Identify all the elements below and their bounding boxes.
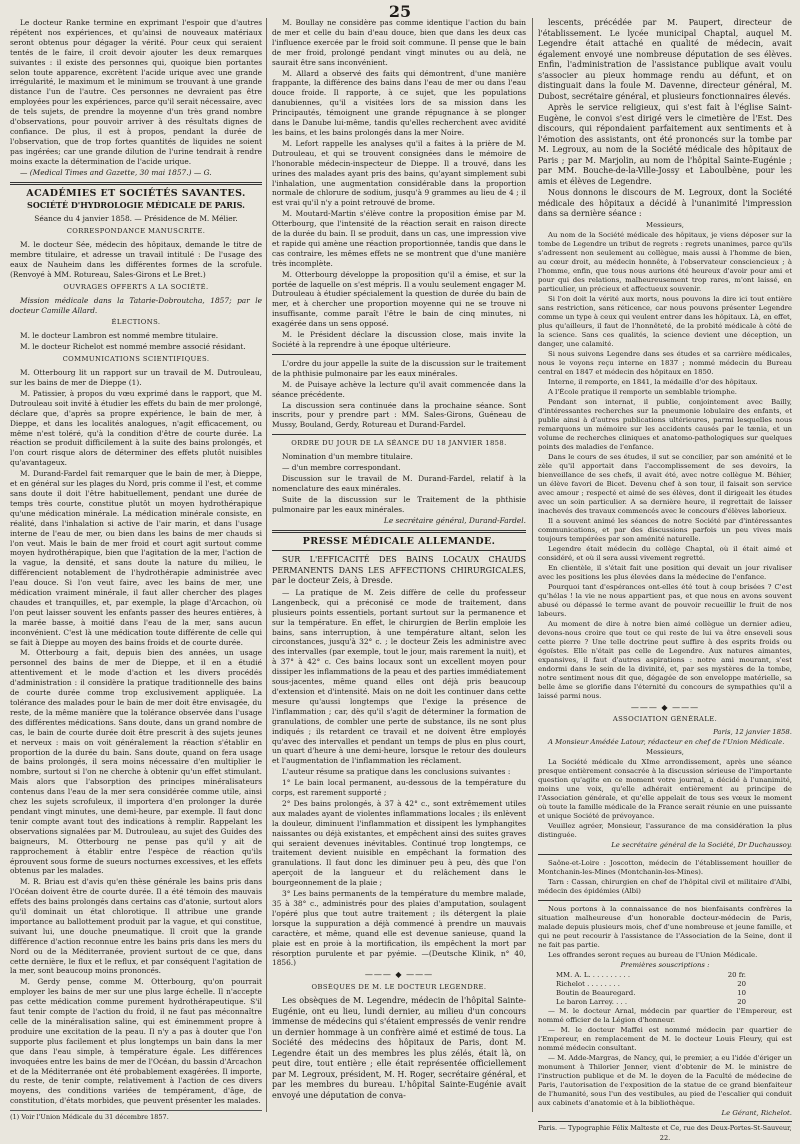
section-rule xyxy=(272,530,526,533)
subheading: ORDRE DU JOUR DE LA SÉANCE DU 18 JANVIER 1858. xyxy=(291,439,507,448)
column-divider xyxy=(532,18,533,1112)
article-paragraph: M. le Président déclare la discussion close, mais invite la Société à la reprendre à une époque ultérieure. xyxy=(272,330,526,349)
article-paragraph: lescents, précédée par M. Paupert, directeur de l'établissement. Le lycée municipal Chaptal, auquel M. Legendre était attaché en qualité de médecin, avait également envoyé une nombreuse députation de ses élèves. Enfin, l'administration de l'assistance publique avait voulu s'associer au pieux hommage rendu au défunt, et on distinguait dans la foule M. Davenne, directeur général, M. Dubost, secrétaire général, et plusieurs fonctionnaires élevés. xyxy=(538,18,792,101)
news-item: — M. le docteur Arnal, médecin par quartier de l'Empereur, est nommé officier de la Légion d'honneur. xyxy=(538,1007,792,1025)
article-paragraph: M. Patissier, à propos du vœu exprimé dans le rapport, que M. Dutrouleau soit invité à étudier les effets du bain de mer prolongé, déclare que, d'après sa propre expérience, le bain de mer, à Dieppe, et dans les localités analogues, n'agit efficacement, ou même n'est toléré, qu'à la condition d'être de courte durée. La réaction se produit difficilement à la suite des bains prolongés, et l'on court risque alors de déterminer des effets plutôt nuisibles qu'avantageux. xyxy=(10,388,262,468)
article-paragraph: Saône-et-Loire : Joscotton, médecin de l'établissement houiller de Montchanin-les-Mines (Montchanin-les-Mines). xyxy=(538,859,792,877)
divider xyxy=(538,854,792,855)
article-paragraph: Les obsèques de M. Legendre, médecin de l'hôpital Sainte-Eugénie, ont eu lieu, lundi dernier, au milieu d'un concours immense de médecins qui s'étaient empressés de venir rendre un dernier hommage à un confrère aimé et estimé de tous. La Société des médecins des hôpitaux de Paris, dont M. Legendre était un des membres les plus zélés, était là, on peut dire, tout entière ; elle était représentée officiellement par M. Legroux, président, M. H. Roger, secrétaire général, et par les membres du bureau. L'hôpital Sainte-Eugénie avait envoyé une députation de conva- xyxy=(272,996,526,1100)
subheading: ASSOCIATION GÉNÉRALE. xyxy=(612,715,718,724)
ornament-divider: ——— ◆ ——— xyxy=(364,970,434,980)
subscription-row xyxy=(538,980,792,989)
column-3 xyxy=(538,18,792,1143)
article-paragraph: M. de Puisaye achève la lecture qu'il avait commencée dans la séance précédente. xyxy=(272,379,526,399)
subheading: ÉLECTIONS. xyxy=(111,318,161,327)
subscriptions-title: Premières souscriptions : xyxy=(620,961,710,970)
subscription-amount: 20 xyxy=(737,980,746,989)
speech-paragraph: Il a souvent animé les séances de notre Société par d'intéressantes communications, et par des discussions parfois un peu vives mais toujours tempérées par son aménité naturelle. xyxy=(538,516,792,543)
article-paragraph: M. Allard a observé des faits qui démontrent, d'une manière frappante, la différence des bains dans l'eau de mer ou dans l'eau douce froide. Il rapporte, à ce sujet, que les populations danubiennes, qu'il a visitées lors de sa mission dans les Principautés, témoignent une grande répugnance à se plonger dans le Danube lui-même, tandis qu'elles recherchent avec avidité les bains, et les bains prolongés dans la mer Noire. xyxy=(272,68,526,137)
article-paragraph: Les offrandes seront reçues au bureau de l'Union Médicale. xyxy=(548,951,758,960)
signature: Le secrétaire général de la Société, Dr Duchaussoy. xyxy=(611,841,792,850)
subscriber-name: Le baron Larrey. . . . xyxy=(556,998,628,1007)
signature: Le secrétaire général, Durand-Fardel. xyxy=(383,515,526,525)
subheading: CORRESPONDANCE MANUSCRITE. xyxy=(66,227,206,236)
article-paragraph: M. le docteur Richelot est nommé membre associé résidant. xyxy=(20,342,246,352)
agenda-item: Suite de la discussion sur le Traitement de la phthisie pulmonaire par les eaux minérales. xyxy=(272,494,526,514)
subscriber-name: Boutin de Beauregard. xyxy=(556,989,636,998)
article-paragraph: M. Otterbourg développe la proposition qu'il a émise, et sur la portée de laquelle on s'est mépris. Il a voulu seulement engager M. Dutrouleau à étudier spécialement la question de durée du bain de mer, et à chercher une proportion moyenne qui ne se trouve ni insuffisante, comme paraît l'être le bain de cinq minutes, ni exagérée dans un sens opposé. xyxy=(272,269,526,329)
article-paragraph: Mission médicale dans la Tatarie-Dobroutcha, 1857; par le docteur Camille Allard. xyxy=(10,295,262,315)
salutation: Messieurs, xyxy=(646,748,684,757)
article-paragraph: M. Boullay ne considère pas comme identique l'action du bain de mer et celle du bain d'eau douce, bien que dans les deux cas l'influence exercée par le froid soit commune. Il pense que le bain de mer froid, prolongé pendant vingt minutes ou au delà, ne saurait être sans inconvénient. xyxy=(272,18,526,67)
page-number: 25 xyxy=(388,2,412,21)
subscription-amount: 20 xyxy=(737,998,746,1007)
subscriptions-list xyxy=(538,971,792,1007)
section-rule xyxy=(10,182,262,185)
article-paragraph: M. Moutard-Martin s'élève contre la proposition émise par M. Otterbourg, que l'intensité de la réaction serait en raison directe de la durée du bain. Il se produit, dans un cas, une impression vive et rapide qui amène une réaction proportionnée, tandis que dans le cas contraire, les mêmes effets ne se montrent que d'une manière très incomplète. xyxy=(272,209,526,268)
article-paragraph: La discussion sera continuée dans la prochaine séance. Sont inscrits, pour y prendre part : MM. Sales-Girons, Guéneau de Mussy, Bouland, Gerdy, Rotureau et Durand-Fardel. xyxy=(272,400,526,430)
section-title: ACADÉMIES ET SOCIÉTÉS SAVANTES. xyxy=(26,187,246,199)
society-title: SOCIÉTÉ D'HYDROLOGIE MÉDICALE DE PARIS. xyxy=(27,200,245,211)
subheading: OBSÈQUES DE M. LE DOCTEUR LEGENDRE. xyxy=(311,983,487,992)
article-source: — (Medical Times and Gazette, 30 mai 1857.) — G. xyxy=(20,167,212,177)
article-paragraph: Après le service religieux, qui s'est fait à l'église Saint-Eugène, le convoi s'est dirigé vers le cimetière de l'Est. Des discours, qui répondaient parfaitement aux sentiments et à l'émotion des assistants, ont été prononcés sur la tombe par M. Legroux, au nom de la Société médicale des hôpitaux de Paris ; par M. Marjolin, au nom de l'hôpital Sainte-Eugénie ; par MM. Bouche-de-la-Ville-Jossy et Laboulbène, pour les amis et élèves de Legendre. xyxy=(538,103,792,186)
subscription-row xyxy=(538,989,792,998)
speech-paragraph: Si nous suivons Legendre dans ses études et sa carrière médicales, nous le voyons reçu interne en 1837 ; nommé médecin du Bureau central en 1847 et médecin des hôpitaux en 1850. xyxy=(538,349,792,376)
speech-paragraph: Dans le cours de ses études, il sut se concilier, par son aménité et le zèle qu'il apportait dans l'accomplissement de ses devoirs, la bienveillance de ses chefs, il avait été, avec notre collègue M. Béhier, un élève favori de Bicet. Devenu chef à son tour, il faisait son service avec amour ; respecté et aimé de ses élèves, dont il dirigeait les études avec un soin particulier. A sa dernière heure, il regrettait de laisser inachevés des travaux commencés avec le concours d'élèves laborieux. xyxy=(538,452,792,515)
news-item: — M. Adde-Margras, de Nancy, qui, le premier, a eu l'idée d'ériger un monument à Thilorier Jenner, vient d'obtenir de M. le ministre de l'instruction publique et de M. le doyen de la Faculté de médecine de Paris, l'autorisation de l'exposition de la statue de ce grand bienfaiteur de l'humanité, sous l'un des vestibules, au pied de l'escalier qui conduit aux cabinets d'anatomie et à la bibliothèque. xyxy=(538,1054,792,1108)
article-paragraph: M. Gerdy pense, comme M. Otterbourg, qu'on pourrait employer les bains de mer sur une plus large échelle. Il n'accepte pas cette médication comme purement hydrothérapeutique. S'il faut tenir compte de l'action du froid, il ne faut pas méconnaître celle de la minéralisation saline, qui est éminemment propre à produire une excitation de la peau. Il n'y a pas à douter que l'on supporte plus facilement et plus longtemps un bain dans la mer que dans l'eau simple, à température égale. Les différences invoquées entre les bains de mer de l'Océan, du bassin d'Arcachon et de la Méditerranée ont été probablement exagérées. Il importe, du reste, de tenir compte, relativement à l'action de ces divers moyens, des conditions variées de tempérament, d'âge, de constitution, d'états morbides, que peuvent présenter les malades. xyxy=(10,977,262,1106)
article-paragraph: Nous donnons le discours de M. Legroux, dont la Société médicale des hôpitaux a décidé à l'unanimité l'impression dans sa dernière séance : xyxy=(538,188,792,218)
subscription-amount: 10 xyxy=(737,989,746,998)
letter-date: Paris, 12 janvier 1858. xyxy=(713,728,792,737)
article-paragraph: M. R. Briau est d'avis qu'en thèse générale les bains pris dans l'Océan doivent être de courte durée. Il a été témoin des mauvais effets des bains prolongés dans certains cas d'atonie, surtout alors qu'il dominait un état chlorotique. Il attribue une grande importance au ballottement produit par la vague, et qui constitue, suivant lui, une douche pneumatique. Il croit que la grande différence d'action reconnue entre les bains pris dans les mers du Nord ou de la Méditerranée, provient surtout de ce que, dans cette dernière, le flux et le reflux, et par conséquent l'agitation de la mer, sont beaucoup moins prononcés. xyxy=(10,877,262,976)
letter-paragraph: La Société médicale du XIme arrondissement, après une séance presque entièrement consacrée à la discussion sérieuse de l'importante question qu'agite en ce moment votre journal, a décidé à l'unanimité, moins une voix, qu'elle adhérait entièrement au principe de l'Association générale, et qu'elle appelait de tous ses vœux le moment où toute la famille médicale de la France serait réunie en une puissante et unique Société de prévoyance. xyxy=(538,758,792,821)
article-paragraph: M. Otterbourg lit un rapport sur un travail de M. Dutrouleau, sur les bains de mer de Dieppe (1). xyxy=(10,368,262,387)
speech-paragraph: A l'École pratique il remporte un semblable triomphe. xyxy=(548,387,737,396)
letter-paragraph: Veuillez agréer, Monsieur, l'assurance de ma considération la plus distinguée. xyxy=(538,822,792,840)
column-1 xyxy=(10,18,262,1122)
speech-paragraph: Si l'on doit la vérité aux morts, nous pouvons la dire ici tout entière sans restriction, sans réticence, car nous pouvons présenter Legendre comme un type à ceux qui veulent entrer dans les hôpitaux. Là, en effet, plus qu'ailleurs, il faut de l'honnêteté, de la probité médicale à côté de la science. Sans ces qualités, la science devient une déception, un danger, une calamité. xyxy=(538,294,792,348)
speech-paragraph: Legendre était médecin du collège Chaptal, où il était aimé et considéré, et où il sera aussi vivement regretté. xyxy=(538,544,792,562)
article-paragraph: Tarn : Cassan, chirurgien en chef de l'hôpital civil et militaire d'Albi, médecin des épidémies (Albi) xyxy=(538,878,792,896)
speech-paragraph: Pourquoi tant d'espérances ont-elles été tout à coup brisées ? C'est qu'hélas ! la vie ne nous appartient pas, et que nous en avons souvent abusé ou dépassé le terme avant de pouvoir recueillir le fruit de nos labeurs. xyxy=(538,582,792,618)
article-paragraph: Nous portons à la connaissance de nos bienfaisants confrères la situation malheureuse d'un honorable docteur-médecin de Paris, malade depuis plusieurs mois, chef d'une nombreuse et jeune famille, et qui ne peut recourir à l'assistance de l'Association de la Seine, dont il ne fait pas partie. xyxy=(538,905,792,950)
article-paragraph: M. Otterbourg a fait, depuis bien des années, un usage personnel des bains de mer de Dieppe, et il en a étudié attentivement et le mode d'action et les divers procédés d'administration : il considère la pratique traditionnelle des bains de courte durée comme trop exclusivement appliquée. La tolérance des malades pour le bain de mer doit être envisagée, du reste, de la même manière que la tolérance observée dans l'usage des différentes médications. Sans doute, dans un grand nombre de cas, le bain de courte durée doit être prescrit à des sujets jeunes et nerveux : mais on voit généralement la réaction s'établir en proportion de la durée du bain. Sans doute, quand on fera usage de bains prolongés, il sera moins nécessaire d'en multiplier le nombre, surtout si l'on ne cherche à obtenir qu'un effet stimulant. Mais alors que l'absorption des principes minéralisateurs contenus dans l'eau de la mer sera considérée comme utile, ainsi chez les sujets scrofuleux, il importera d'en prolonger la durée pendant vingt minutes, une demi-heure, par exemple. Il faut donc tenir compte avant tout des indications à remplir. Rappelant les observations signalées par M. Dutrouleau, au sujet des Guides des baigneurs, M. Otterbourg ne pense pas qu'il y ait de rapprochement à établir entre l'espèce de réaction qu'ils éprouvent sous forme de sueurs nocturnes excessives, et les effets obtenus par les malades. xyxy=(10,648,262,876)
article-paragraph: 3° Les bains permanents de la température du membre malade, 35 à 38° c., administrés pour des plaies d'amputation, soulagent l'opéré plus que tout autre traitement ; ils détergent la plaie lorsque la suppuration a déjà commencé à prendre un mauvais caractère, et même, quand elle est devenue sanieuse, quand la plaie est en proie à la mortification, ils empêchent la mort par résorption purulente et par pyémie. —(Deutsche Klinik, n° 40, 1856.) xyxy=(272,889,526,968)
gerant-signature: Le Gérant, Richelot. xyxy=(721,1109,792,1118)
subscriber-name: MM. A. L. . . . . . . . . . xyxy=(556,971,631,980)
speech-paragraph: Interne, il remporte, en 1841, la médaille d'or des hôpitaux. xyxy=(548,377,758,386)
article-paragraph: 2° Des bains prolongés, à 37 à 42° c., sont extrêmement utiles aux malades ayant de violentes inflammations locales ; ils enlèvent la douleur, diminuent l'inflammation et dissipent les lymphangites naissantes ou déjà existantes, et empêchent ainsi des suites graves qui seraient devenues inévitables. Continué trop longtemps, ce traitement devient nuisible en empêchant la formation des granulations. Il faut donc les diminuer peu à peu, dès que l'on aperçoit de la langueur et du relâchement dans le bourgeonnement de la plaie ; xyxy=(272,798,526,888)
agenda-item: Nomination d'un membre titulaire. xyxy=(282,452,413,462)
subscription-row xyxy=(538,998,792,1007)
divider xyxy=(272,354,526,355)
column-2 xyxy=(272,18,526,1112)
subscriber-name: Richelot . . . . . . . . xyxy=(556,980,620,989)
article-paragraph: — La pratique de M. Zeis diffère de celle du professeur Langenbeck, qui a préconisé ce mode de traitement, dans plusieurs points essentiels, portant surtout sur la permanence et sur la température. En effet, le chirurgien de Berlin emploie les bains, sans interruption, à une température altant, selon les circonstances, jusqu'à 32° c. ; le docteur Zeis les administre avec des intervalles (par exemple, tout le jour, mais rarement la nuit), et à 37° à 42° c. Ces bains locaux sont un excellent moyen pour dissiper les inflammations de la peau et des parties immédiatement sous-jacentes, même quand elles ont déjà pris beaucoup d'extension et d'intensité. Mais on ne doit les continuer dans cette mesure qu'aussi longtemps que l'exige la présence de l'inflammation ; car, dès qu'il s'agit de déterminer la formation de granulations, de combler une perte de substance, ils ne sont plus indiqués ; ils retardent ce travail et ne doivent être employés qu'avec des intervalles et pendant un temps de plus en plus court, un quart d'heure à une demi-heure, lorsque le retour des douleurs et l'augmentation de l'inflammation les réclament. xyxy=(272,587,526,766)
speech-paragraph: En clientèle, il s'était fait une position qui devait un jour rivaliser avec les positions les plus élevées dans la médecine de l'enfance. xyxy=(538,563,792,581)
ornament-divider: ——— ◆ ——— xyxy=(630,702,700,712)
article-paragraph: Le docteur Ranke termine en exprimant l'espoir que d'autres répétent nos expériences, et qu'ainsi de nouveaux matériaux seront obtenus pour dégager la vérité. Pour ceux qui seraient tentés de le faire, il croit devoir ajouter les deux remarques suivantes : il existe des personnes qui, quoique bien portantes selon toute apparence, excrètent l'acide urique avec une grande irrégularité, le maximum et le minimum se trouvant à une grande distance l'un de l'autre. Ces personnes ne devraient pas être employées pour les expériences, parce qu'il serait nécessaire, avec de tels sujets, de prendre la moyenne d'un très grand nombre d'observations, pour pouvoir arriver à des résultats dignes de confiance. De plus, il est à propos, pendant la durée de l'observation, que de trop fortes quantités de liquides ne soient pas ingérées; car une grande dilution de l'urine tendrait à rendre moins exacte la détermination de l'acide urique. xyxy=(10,18,262,166)
article-title: SUR L'EFFICACITÉ DES BAINS LOCAUX CHAUDS PERMANENTS DANS LES AFFECTIONS CHIRURGICALES, par le docteur Zeis, à Dresde. xyxy=(272,555,526,586)
printer-imprint: Paris. — Typographie Félix Malteste et Ce, rue des Deux-Portes-St-Sauveur, 22. xyxy=(538,1121,792,1144)
subheading: OUVRAGES OFFERTS A LA SOCIÉTÉ. xyxy=(63,282,209,291)
subscription-row xyxy=(538,971,792,980)
divider xyxy=(538,900,792,901)
article-paragraph: M. Lefort rappelle les analyses qu'il a faites à la prière de M. Dutrouleau, et qui se trouvent consignées dans le mémoire de l'honorable médecin-inspecteur de Dieppe. Il a trouvé, dans les urines des malades ayant pris des bains, qu'ayant simplement subi l'inhalation, une augmentation considérable dans la proportion normale de chlorure de sodium, jusqu'à 9 grammes au lieu de 4 ; il est vrai qu'il n'y a point retrouvé de brome. xyxy=(272,138,526,208)
speech-paragraph: Pendant son internat, il publie, conjointement avec Bailly, d'intéressantes recherches sur la pneumonie lobulaire des enfants, et publie ainsi à d'autres publications ultérieures, parmi lesquelles nous remarquons un mémoire sur les accidents causés par le tænia, et un volume de recherches cliniques et anatomo-pathologiques sur quelques points des maladies de l'enfance. xyxy=(538,397,792,451)
article-paragraph: L'auteur résume sa pratique dans les conclusions suivantes : xyxy=(282,767,511,777)
article-paragraph: M. le docteur Lambron est nommé membre titulaire. xyxy=(20,331,219,341)
divider xyxy=(272,434,526,435)
divider xyxy=(272,550,526,551)
article-paragraph: L'ordre du jour appelle la suite de la discussion sur le traitement de la phthisie pulmonaire par les eaux minérales. xyxy=(272,358,526,378)
section-title: PRESSE MÉDICALE ALLEMANDE. xyxy=(302,535,496,547)
speech-paragraph: Au nom de la Société médicale des hôpitaux, je viens déposer sur la tombe de Legendre un tribut de regrets : regrets unanimes, parce qu'ils s'adressent non seulement au collègue, mais aussi à l'homme de bien, au cœur droit, au médecin honnête, à l'observateur consciencieux ; à l'homme, enfin, que tous nous aurions été heureux d'avoir pour ami et pour qui des relations, malheureusement trop rares, m'ont laissé, en particulier, un précieux et affectueux souvenir. xyxy=(538,230,792,293)
article-paragraph: 1° Le bain local permanent, au-dessous de la température du corps, est rarement supporté ; xyxy=(272,778,526,798)
session-line: Séance du 4 janvier 1858. — Présidence de M. Mélier. xyxy=(34,214,238,224)
subscription-amount: 20 fr. xyxy=(727,971,746,980)
salutation: Messieurs, xyxy=(646,220,684,229)
agenda-item: — d'un membre correspondant. xyxy=(282,463,401,473)
footnote: (1) Voir l'Union Médicale du 31 décembre 1857. xyxy=(10,1110,262,1123)
article-paragraph: M. Durand-Fardel fait remarquer que le bain de mer, à Dieppe, et en général sur les plages du Nord, pris comme il l'est, et comme sans doute il doit l'être habituellement, pendant une durée de temps très courte, constitue plutôt un moyen hydrothérapique qu'une médication minérale. La médication minérale consiste, en réalité, dans l'inhalation si active de l'air marin, et dans l'usage interne de l'eau de mer, ou bien dans les bains de mer chauds si l'on veut. Mais le bain de mer froid et court agit surtout comme moyen hydrothérapique, bien que l'agitation de la mer, l'action de la vague, la densité, et sans doute la nature du milieu, le différencient notablement de l'hydrothérapie administrée avec l'eau douce. Si l'on veut faire, avec les bains de mer, une médication vraiment minérale, il faut aller chercher des plages chaudes et tranquilles, et, par exemple, la plage d'Arcachon, où l'on peut laisser souvent les enfants passer des heures entières, à la marée basse, à moitié dans l'eau de la mer, sans aucun inconvénient. C'est là une médication toute différente de celle qui se fait à Dieppe au moyen des bains froids et de courte durée. xyxy=(10,469,262,647)
agenda-item: Discussion sur le travail de M. Durand-Fardel, relatif à la nomenclature des eaux minérales. xyxy=(272,473,526,493)
speech-paragraph: Au moment de dire à notre bien aimé collègue un dernier adieu, devons-nous croire que tout ce qui reste de lui va être enseveli sous cette pierre ? Une telle doctrine peut suffire à des esprits froids ou égoïstes. Elle n'était pas celle de Legendre. Aux natures aimantes, expansives, il faut d'autres aspirations : notre ami mourant, s'est endormi dans le sein de la divinité, et, par ses mystères de la tombe, notre sentiment nous dit que, dégagée de son enveloppe matérielle, sa belle âme se glorifie dans l'éternité du concours de sympathies qu'il a laissé parmi nous. xyxy=(538,619,792,700)
column-divider xyxy=(266,18,267,1112)
letter-recipient: A Monsieur Amédée Latour, rédacteur en chef de l'Union Médicale. xyxy=(548,738,785,747)
subheading: COMMUNICATIONS SCIENTIFIQUES. xyxy=(62,355,210,364)
news-item: — M. le docteur Maffei est nommé médecin par quartier de l'Empereur, en remplacement de M. le docteur Louis Fleury, qui est nommé médecin consultant. xyxy=(538,1026,792,1053)
article-paragraph: M. le docteur Sée, médecin des hôpitaux, demande le titre de membre titulaire, et adresse un travail intitulé : De l'usage des eaux de Nauheim dans les différentes formes de la scrofule. (Renvoyé à MM. Rotureau, Sales-Girons et Le Bret.) xyxy=(10,240,262,279)
